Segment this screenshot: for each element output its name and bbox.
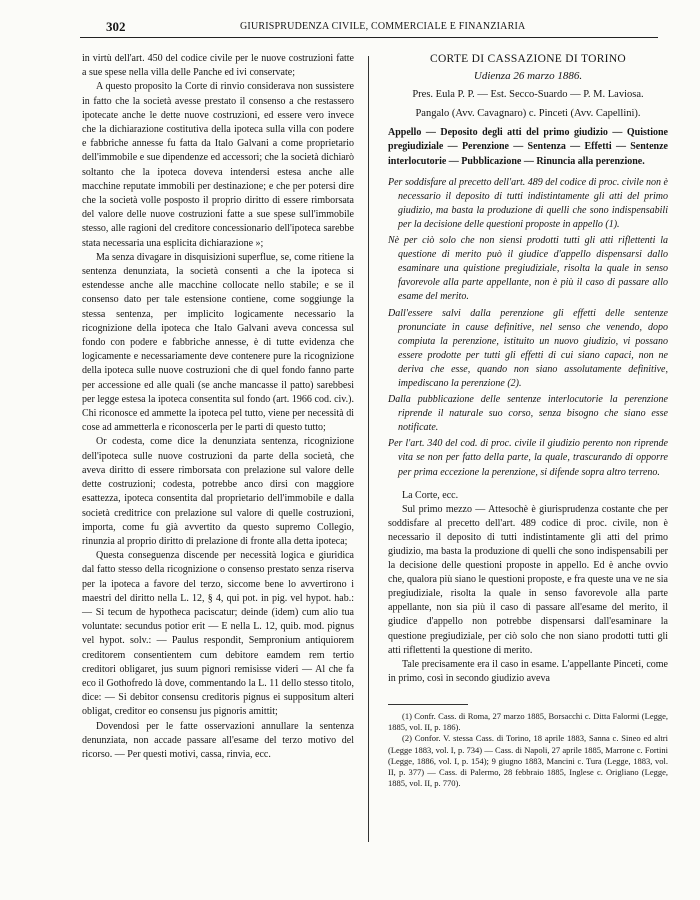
- footnote: (1) Confr. Cass. di Roma, 27 marzo 1885, Borsacchi c. Ditta Falormi (Legge, 1885, vol. II, p. 186).: [388, 710, 668, 733]
- legal-maxim: Dall'essere salvi dalla perenzione gli effetti delle sentenze pronunciate in cause definitive, nel senso che venendo, dopo compiuta la perenzione, istituito un nuovo giudizio, vi possano essere prodotte per tutti gli effetti di cui siano capaci, non ne deriva che esse, quando non siano assolutamente definitive, impediscano la perenzione (2).: [388, 307, 668, 389]
- left-paragraph: Ma senza divagare in disquisizioni superflue, se, come ritiene la sentenza denunziata, la società consentì a che la ipoteca si estendesse anche alle macchine collocate nello stabile; e se il consenso dato per tale estensione contiene, come soggiunge la stessa sentenza, per implicito logicamente necessario la ricognizione della ipoteca che Italo Galvani aveva concessa sul fondo con podere e fabbriche annesse, è di tutte evidenza che logicamente e necessariamente deve contenere pure la ricognizione della ipoteca sulle nuove costruzioni che di quel fondo fanno parte per accessione ed alle quali (se anche mancasse il patto) sarebbesi per legge estesa la ipoteca consentita sul fondo (art. 1966 cod. civ.). Chi riconosce ed ammette la ipoteca pel tutto, viene per necessità di cose ad ammetterla e riconoscerla per le parti di questo tutto;: [82, 251, 354, 434]
- judges-line: Pres. Eula P. P. — Est. Secco-Suardo — P. M. Laviosa.: [412, 89, 644, 101]
- left-column: [82, 52, 354, 762]
- legal-maxim: Per l'art. 340 del cod. di proc. civile il giudizio perento non riprende vita se non per fatto della parte, la quale, trascurando di opporre per prima eccezione la perenzione, si difende sopra altro terreno.: [388, 438, 668, 478]
- ruling-paragraph: Tale precisamente era il caso in esame. L'appellante Pinceti, come in primo, così in secondo giudizio aveva: [388, 658, 668, 684]
- legal-maxim: Dalla pubblicazione delle sentenze interlocutorie la perenzione riprende il naturale suo corso, senza bisogno che siano esse notificate.: [388, 394, 668, 434]
- left-paragraph: in virtù dell'art. 450 del codice civile per le nuove costruzioni fatte a sue spese nella villa delle Panche ed ivi conservate;: [82, 53, 354, 79]
- ruling-heading: La Corte, ecc.: [402, 489, 459, 501]
- footnote: (2) Confor. V. stessa Cass. di Torino, 18 aprile 1883, Sanna c. Sineo ed altri (Legge 1883, vol. I, p. 734) — Cass. di Napoli, 27 aprile 1885, Marrone c. Fortini (Legge, 1886, vol. I, p. 154); 9 giugno 1883, Mancini c. Tura (Legge, 1883, vol. II, p. 377) — Cass. di Palermo, 28 febbraio 1885, Inglese c. Origliano (Legge, 1885, vol. II, p. 770).: [388, 733, 668, 789]
- column-divider: [368, 56, 369, 842]
- hearing-date: Udienza 26 marzo 1886.: [473, 70, 583, 83]
- ruling-paragraph: Sul primo mezzo — Attesochè è giurisprudenza costante che per soddisfare al precetto dell'art. 489 codice di proc. civile, non è necessario il deposito di tutti indistintamente gli atti del primo giudizio, ma basta la produzione di quelli che sono indispensabili per la decisione delle questioni proposte in appello. Ed è anche ovvio che, qualora più siano le questioni proposte, e fra queste una ve ne sia pregiudiziale, risolta la quale in senso favorevole alla parte appellante, non sia più il caso di passare all'esame del merito, il giudice d'appello non potrebbe dispensarsi dall'esaminare la questione pregiudiziale, per ciò solo che non siano prodotti tutti gli atti riflettenti la questione di merito.: [388, 503, 668, 656]
- running-title: GIURISPRUDENZA CIVILE, COMMERCIALE E FINANZIARIA: [240, 21, 526, 32]
- page-number: 302: [106, 19, 126, 34]
- court-title: CORTE DI CASSAZIONE DI TORINO: [429, 53, 627, 65]
- left-paragraph: Or codesta, come dice la denunziata sentenza, ricognizione dell'ipoteca sulle nuove costruzioni da parte della società, che aveva diritto di essere rimborsata con prelazione sul valore delle dette costruzioni; codesta, potrebbe anco dirsi con maggiore esattezza, ipoteca consentita dal proprietario dell'immobile e dalla società creditrice con prelazione sul valore di quelle costruzioni, importa, come fu già avvertito da questo supremo Collegio, rinunzia al proprio diritto di prelazione di fronte alla detta ipoteca;: [82, 436, 354, 547]
- left-paragraph: A questo proposito la Corte di rinvio considerava non sussistere in fatto che la società avesse prestato il consenso a che restassero ipotecate anche le dette nuove costruzioni, ed essere vero invece che la dichiarazione costitutiva della ipoteca sulla villa con podere e fabbriche annesse fu fatta da Italo Galvani a come proprietario dell'immobile e sue dipendenze ed accessori; che la società dichiarò soltanto che la ipoteca doveva intendersi estesa anche alle macchine reputate immobili per destinazione; e che per potersi dire che la società volle posposto il proprio diritto di essere rimborsata del valore delle nuove costruzioni fatte a sue spese sull'immobile stesso, alle ragioni del creditore concessionario dell'ipoteca sarebbe stata necessaria una esplicita dichiarazione »;: [82, 81, 354, 249]
- parties-line: Pangalo (Avv. Cavagnaro) c. Pinceti (Avv. Capellini).: [415, 108, 641, 120]
- right-column: [388, 52, 668, 789]
- left-paragraph: Dovendosi per le fatte osservazioni annullare la sentenza denunziata, non accade passare all'esame del terzo motivo del ricorso. — Per questi motivi, cassa, rinvia, ecc.: [82, 720, 354, 760]
- footnote-rule: [388, 704, 468, 705]
- legal-maxim: Per soddisfare al precetto dell'art. 489 del codice di proc. civile non è necessario il deposito di tutti indistintamente gli atti del primo giudizio, ma basta la produzione di quelli che sono indispensabili per la decisione delle questioni proposte in appello (1).: [388, 176, 668, 230]
- page-header: [80, 17, 658, 38]
- left-paragraph: Questa conseguenza discende per necessità logica e giuridica dal fatto stesso della ricognizione o consenso prestato senza riserva per la ipoteca a favore del terzo, siccome bene lo avvertirono i maestri del diritto nella L. 12, § 4, qui pot. in pig. vel hypot. hab.: — Si tecum de hypotheca paciscatur; deinde (idem) cum alio tua voluntate: secundus potior erit — E nella L. 12, quib. mod. pignus vel hypot. solv.: — Paulus respondit, Sempronium antiquiorem creditorem consentientem cum debitore eamdem rem tertio creditori obligaret, jus suum pignori remisisse videri — Al che fa eco il Gothofredo là dove, commentando la L. 11 dello stesso titolo, dice: — Si debitor consensu creditoris pignus ei suppositum alteri obligat, creditor eo consensu jus pignoris amittit;: [82, 550, 354, 718]
- legal-maxim: Nè per ciò solo che non siensi prodotti tutti gli atti riflettenti la questione di merito può il giudice d'appello dispensarsi dallo esaminare una quistione pregiudiziale, risolta la quale in senso favorevole alla parte appellante, non è più il caso di passare allo esame del merito.: [388, 235, 668, 303]
- case-keywords: Appello — Deposito degli atti del primo giudizio — Quistione pregiudiziale — Perenzione — Sentenza — Effetti — Sentenze interlocutorie — Pubblicazione — Rinuncia alla perenzione.: [388, 127, 668, 167]
